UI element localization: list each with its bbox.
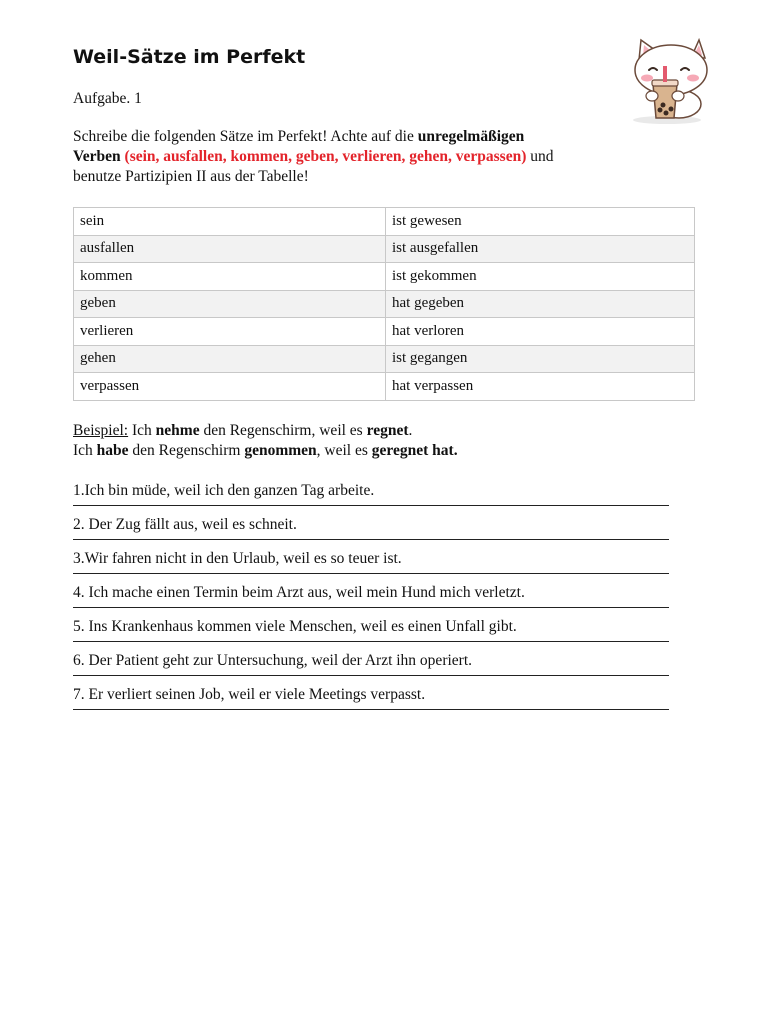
verb-perfect-cell: ist ausgefallen: [386, 235, 695, 263]
instructions-bold-verbs: Verben: [73, 148, 121, 165]
example-label: Beispiel:: [73, 422, 129, 439]
task-label: Aufgabe. 1: [73, 90, 142, 107]
verb-table-row: [74, 373, 695, 401]
answer-line: [73, 641, 669, 642]
example-bold: habe: [96, 442, 129, 459]
exercise-item: [73, 514, 669, 540]
verb-perfect-cell: hat verloren: [386, 318, 695, 346]
verb-table-row: [74, 208, 695, 236]
answer-line: [73, 505, 669, 506]
example-text: den Regenschirm, weil es: [199, 422, 367, 439]
verb-perfect-cell: ist gegangen: [386, 345, 695, 373]
verb-infinitive-cell: sein: [74, 208, 386, 236]
verb-infinitive-cell: verpassen: [74, 373, 386, 401]
instructions: [73, 127, 673, 187]
verb-table-row: [74, 263, 695, 291]
example-bold: nehme: [155, 422, 200, 439]
verb-infinitive-cell: geben: [74, 290, 386, 318]
answer-line: [73, 539, 669, 540]
instructions-text-and: und: [526, 148, 554, 165]
example-bold: regnet: [366, 422, 409, 439]
page-title: Weil-Sätze im Perfekt: [73, 46, 306, 68]
verb-table-row: [74, 290, 695, 318]
exercise-item: [73, 480, 669, 506]
exercise-item: [73, 582, 669, 608]
verb-table-row: [74, 345, 695, 373]
verb-perfect-cell: hat verpassen: [386, 373, 695, 401]
verb-perfect-cell: ist gewesen: [386, 208, 695, 236]
example-bold: genommen: [244, 442, 317, 459]
cat-bubble-tea-sticker: [619, 30, 715, 126]
example-text: .: [408, 422, 413, 439]
verb-perfect-cell: ist gekommen: [386, 263, 695, 291]
example-line-present: [73, 421, 458, 441]
exercise-sentence: 5. Ins Krankenhaus kommen viele Menschen, weil es einen Unfall gibt.: [73, 618, 517, 635]
answer-line: [73, 607, 669, 608]
example-text: Ich: [73, 442, 97, 459]
example-line-perfect: [73, 441, 458, 461]
exercise-item: [73, 616, 669, 642]
verb-infinitive-cell: verlieren: [74, 318, 386, 346]
example-bold: geregnet hat.: [371, 442, 458, 459]
example-text: den Regenschirm: [128, 442, 245, 459]
answer-line: [73, 675, 669, 676]
exercise-sentence: 3.Wir fahren nicht in den Urlaub, weil es so teuer ist.: [73, 550, 402, 567]
instructions-bold-irregular: unregelmäßigen: [417, 128, 525, 145]
exercise-sentence: 1.Ich bin müde, weil ich den ganzen Tag arbeite.: [73, 482, 375, 499]
instructions-text-use: benutze Partizipien II aus der Tabelle!: [73, 168, 309, 185]
exercise-item: [73, 548, 669, 574]
verb-table-row: [74, 235, 695, 263]
verb-table-row: [74, 318, 695, 346]
exercise-item: [73, 650, 669, 676]
exercise-sentence: 4. Ich mache einen Termin beim Arzt aus, weil mein Hund mich verletzt.: [73, 584, 525, 601]
answer-line: [73, 573, 669, 574]
verb-infinitive-cell: gehen: [74, 345, 386, 373]
exercise-sentence: 2. Der Zug fällt aus, weil es schneit.: [73, 516, 297, 533]
example-text: Ich: [128, 422, 156, 439]
verb-infinitive-cell: ausfallen: [74, 235, 386, 263]
verb-table: [73, 207, 695, 401]
exercise-item: [73, 684, 669, 710]
instructions-text: Schreibe die folgenden Sätze im Perfekt! Achte auf die: [73, 128, 418, 145]
answer-line: [73, 709, 669, 710]
irregular-verbs-list: (sein, ausfallen, kommen, geben, verlieren, gehen, verpassen): [124, 148, 527, 165]
example: [73, 421, 458, 461]
exercise-sentence: 7. Er verliert seinen Job, weil er viele Meetings verpasst.: [73, 686, 426, 703]
verb-perfect-cell: hat gegeben: [386, 290, 695, 318]
example-text: , weil es: [316, 442, 372, 459]
verb-infinitive-cell: kommen: [74, 263, 386, 291]
exercise-sentence: 6. Der Patient geht zur Untersuchung, weil der Arzt ihn operiert.: [73, 652, 473, 669]
